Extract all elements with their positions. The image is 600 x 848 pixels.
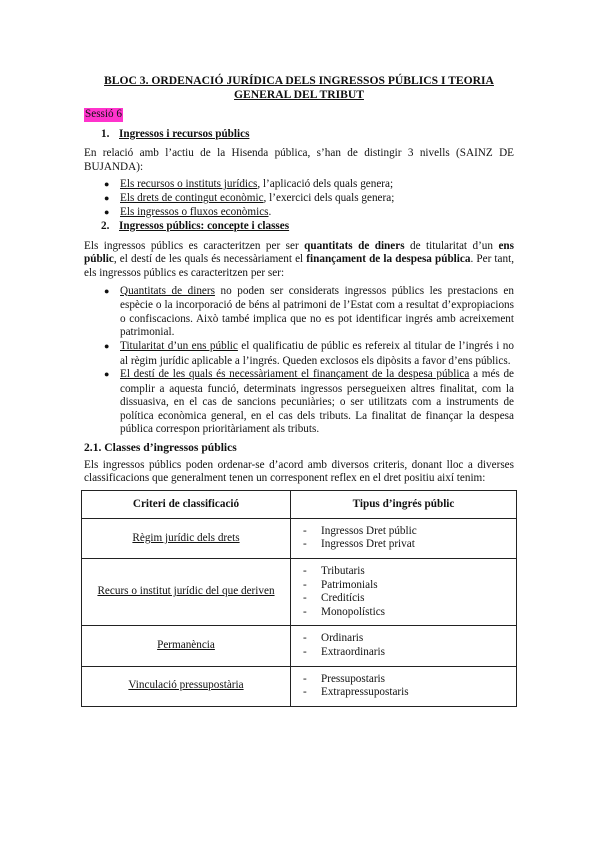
type-item: - Pressupostaris (297, 673, 510, 687)
table-header-criterion: Criteri de classificació (82, 490, 291, 518)
list-item: ● Els drets de contingut econòmic, l’exercici dels quals genera; (84, 192, 514, 206)
table-row (82, 559, 517, 626)
classification-table (81, 490, 517, 707)
criterion-cell: Permanència (157, 639, 215, 652)
criterion-cell: Recurs o institut jurídic del que deriven (97, 585, 275, 598)
type-item: - Creditícis (297, 592, 510, 606)
type-item: - Ingressos Dret públic (297, 525, 510, 539)
type-item: - Patrimonials (297, 579, 510, 593)
type-item: - Monopolístics (297, 606, 510, 620)
list-item: ● El destí de les quals és necessàriament el finançament de la despesa pública a més de complir a aquesta funció, determinats ingressos persegueixen altres finalitat, com la dissuasiva, en el cas de sancions pecuniàries; o ser utilitzats com a instruments de política econòmica general, en el cas dels tributs. La finalitat de finançar la despesa pública correspon prioritàriament als tributs. (84, 368, 514, 437)
criterion-cell: Vinculació pressupostària (128, 679, 244, 692)
section-2-1-intro: Els ingressos públics poden ordenar-se d’acord amb diversos criteris, donant lloc a diverses classificacions que generalment tenen un corresponent reflex en el dret positiu així tenim: (84, 458, 514, 485)
list-item: ● Titularitat d’un ens públic el qualificatiu de públic es refereix al titular de l’ingrés i no al règim jurídic aplicable a l’ingrés. Queden exclosos els dipòsits a favor d’ens públics. (84, 340, 514, 368)
session-label: Sessió 6 (85, 108, 122, 120)
type-item: - Ordinaris (297, 632, 510, 646)
section-2-heading: 2. Ingressos públics: concepte i classes (101, 220, 290, 233)
table-row (82, 666, 517, 706)
document-title: BLOC 3. ORDENACIÓ JURÍDICA DELS INGRESSOS PÚBLICS I TEORIA GENERAL DEL TRIBUT (104, 74, 494, 101)
section-2-1-heading: 2.1. Classes d’ingressos públics (84, 441, 237, 455)
criterion-cell: Règim jurídic dels drets (132, 531, 240, 544)
section-1-list (84, 178, 514, 219)
type-item: - Extraordinaris (297, 646, 510, 660)
list-item: ● Els recursos o instituts jurídics, l’aplicació dels quals genera; (84, 178, 514, 192)
table-row (82, 626, 517, 666)
list-item: ● Els ingressos o fluxos econòmics. (84, 206, 514, 220)
section-1-heading: 1. Ingressos i recursos públics (101, 127, 250, 140)
section-2-list (84, 285, 514, 438)
section-2-intro: Els ingressos públics es caracteritzen per ser quantitats de diners de titularitat d’un ens públic, el destí de les quals és necessàriament el finançament de la despesa pública. Per tant, els ingressos públics es caracteritzen per ser: (84, 239, 514, 279)
list-item: ● Quantitats de diners no poden ser considerats ingressos públics les prestacions en espècie o la incorporació de béns al patrimoni de l’Estat com a resultat d’expropiacions o confiscacions. Això també implica que no es pot identificar ingrés amb acreixement patrimonial. (84, 285, 514, 340)
table-row (82, 518, 517, 558)
section-1-intro: En relació amb l’actiu de la Hisenda pública, s’han de distingir 3 nivells (SAINZ DE BUJANDA): (84, 147, 514, 173)
table-header-types: Tipus d’ingrés públic (291, 490, 517, 518)
document-page (84, 74, 514, 707)
type-item: - Extrapressupostaris (297, 686, 510, 700)
type-item: - Ingressos Dret privat (297, 538, 510, 552)
type-item: - Tributaris (297, 565, 510, 579)
table-header-row (82, 490, 517, 518)
